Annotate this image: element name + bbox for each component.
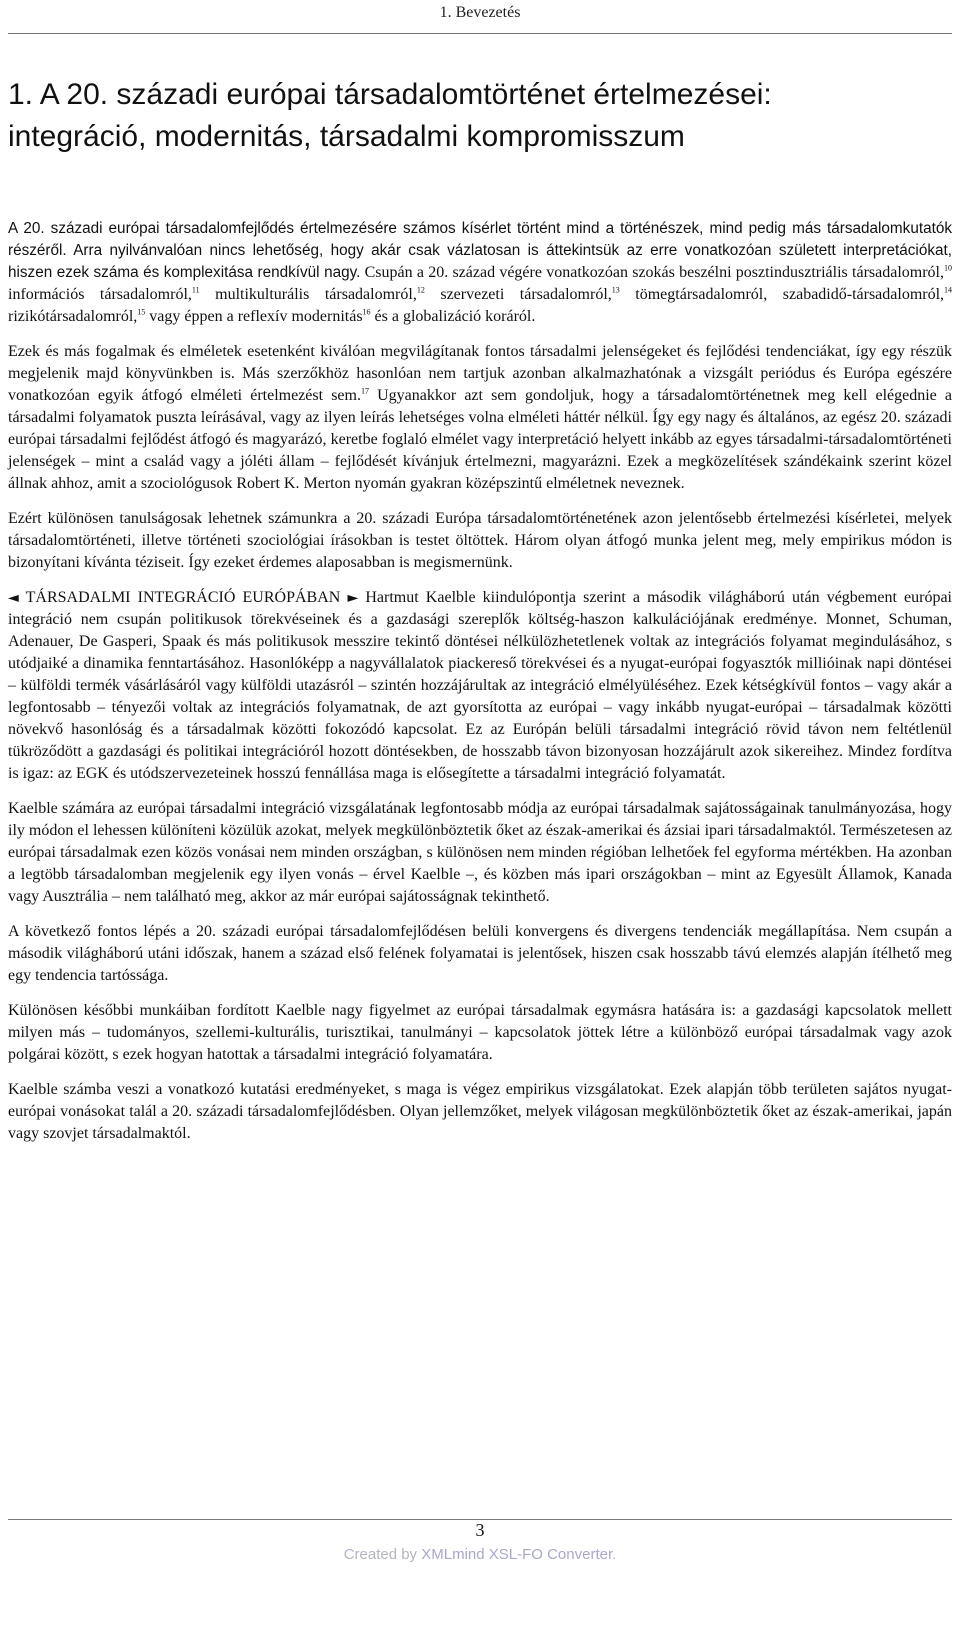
footnote-ref-13[interactable]: 13 — [611, 285, 620, 295]
running-header: 1. Bevezetés — [439, 4, 521, 21]
paragraph-1-text: rizikótársadalomról, — [8, 308, 138, 325]
paragraph-1 — [8, 218, 952, 328]
paragraph-1-text: szervezeti társadalomról, — [424, 286, 612, 303]
footnote-ref-11[interactable]: 11 — [191, 285, 200, 295]
footnote-ref-14[interactable]: 14 — [944, 285, 953, 295]
paragraph-1-text: Csupán a 20. század végére vonatkozóan szokás beszélni posztindusztriális társadalomról, — [360, 264, 944, 281]
footnote-ref-17[interactable]: 17 — [360, 386, 369, 396]
paragraph-1-sans-part: A 20. századi európai társadalomfejlődés értelmezésére számos kísérlet történt mind a történészek, mind pedig más társadalomkutatók részéről. Arra nyilvánvalóan nincs lehetőség, hogy akár csak vázlatosan is áttekintsük az erre vonatkozóan született interpretációkat, hiszen ezek száma és komplexitása rendkívül nagy. — [8, 220, 952, 281]
paragraph-1-text: és a globalizáció koráról. — [370, 308, 536, 325]
previous-section-arrow-icon[interactable]: ◄ — [8, 590, 19, 606]
paragraph-7: Különösen későbbi munkáiban fordított Kaelble nagy figyelmet az európai társadalmak egymásra hatására is: a gazdasági kapcsolatok mellett milyen más – tudományos, szellemi-kulturális, turisztikai, tanulmányi – kapcsolatok jöttek létre a különböző európai társadalmak vagy azok polgárai között, s ezek hogyan hatottak a társadalmi integráció folyamatára. — [8, 1002, 952, 1063]
converter-credit — [0, 1546, 960, 1563]
page-number: 3 — [475, 1520, 485, 1540]
credit-prefix: Created by — [343, 1546, 422, 1563]
paragraph-1-text: multikulturális társadalomról, — [199, 286, 417, 303]
footnote-ref-10[interactable]: 10 — [944, 263, 952, 273]
body-text — [8, 218, 952, 1158]
paragraph-2-text: Ugyanakkor azt sem gondoljuk, hogy a társadalomtörténetnek meg kell elégednie a társadalmi folyamatok puszta leírásával, vagy az ilyen leírás lehetséges volna elméleti háttér nélkül. Így egy nagy és általános, az egész 20. századi európai társadalmi fejlődést átfogó és magyarázó, keretbe foglaló elmélet vagy interpretáció helyett inkább az egyes társadalmi-társadalomtörténeti jelenségek – mint a család vagy a jóléti állam – fejlődését kívánjuk értelmezni, magyarázni. Ezek a megközelítések szándékaink szerint közel állnak ahhoz, amit a szociológusok Robert K. Merton nyomán gyakran középszintű elméletnek neveznek. — [8, 387, 952, 492]
chapter-title: 1. A 20. századi európai társadalomtörténet értelmezései: integráció, modernitás, társadalmi kompromisszum — [8, 78, 772, 153]
converter-link[interactable]: XMLmind XSL-FO Converter — [421, 1546, 613, 1563]
paragraph-4 — [8, 587, 952, 785]
paragraph-1-text: tömegtársadalomról, szabadidő-társadalomról, — [619, 286, 945, 303]
footnote-ref-12[interactable]: 12 — [416, 285, 425, 295]
paragraph-1-text: vagy éppen a reflexív modernitás — [145, 308, 363, 325]
paragraph-3: Ezért különösen tanulságosak lehetnek számunkra a 20. századi Európa társadalomtörténetének azon jelentősebb értelmezési kísérletei, melyek társadalomtörténeti, illetve történeti szociológiai írásokban is testet öltöttek. Három olyan átfogó munka jelent meg, mely empirikus módon is bizonyítani kívánta téziseit. Így ezeket érdemes alaposabban is megismernünk. — [8, 510, 952, 571]
paragraph-2 — [8, 341, 952, 495]
credit-suffix: . — [612, 1546, 617, 1563]
paragraph-5: Kaelble számára az európai társadalmi integráció vizsgálatának legfontosabb módja az európai társadalmak sajátosságainak tanulmányozása, hogy ily módon el lehessen különíteni közülük azokat, melyek megkülönböztetik őket az észak-amerikai és ázsiai ipari társadalmaktól. Természetesen az európai társadalmak ezen közös vonásai nem minden országban, s különösen nem minden régióban lelhetőek fel egyforma mértékben. Ha azonban a legtöbb társadalomban megjelenik egy ilyen vonás – érvel Kaelble –, és közben más ipari országokban – mint az Egyesült Államok, Kanada vagy Ausztrália – nem található meg, akkor az már európai sajátosságnak tekinthető. — [8, 800, 952, 905]
paragraph-2-text: Ezek és más fogalmak és elméletek esetenként kiválóan megvilágítanak fontos társadalmi jelenségeket és fejlődési tendenciákat, így egy részük megjelenik majd könyvünkben is. Más szerzőkhöz hasonlóan nem tartjuk azonban alkalmazhatónak a vizsgált periódus és Európa egészére vonatkozóan egyik átfogó elméleti értelmezést sem. — [8, 343, 952, 404]
paragraph-8: Kaelble számba veszi a vonatkozó kutatási eredményeket, s maga is végez empirikus vizsgálatokat. Ezek alapján több területen sajátos nyugat-európai vonásokat talál a 20. századi társadalomfejlődésben. Olyan jellemzőket, melyek világosan megkülönböztetik őket az észak-amerikai, japán vagy szovjet társadalmaktól. — [8, 1081, 952, 1142]
next-section-arrow-icon[interactable]: ► — [347, 590, 359, 606]
header-divider — [8, 33, 952, 34]
section-heading-tarsadalmi-integracio: TÁRSADALMI INTEGRÁCIÓ EURÓPÁBAN — [18, 589, 348, 606]
footnote-ref-16[interactable]: 16 — [362, 307, 371, 317]
footnote-ref-15[interactable]: 15 — [137, 307, 146, 317]
paragraph-6: A következő fontos lépés a 20. századi európai társadalomfejlődésen belüli konvergens és divergens tendenciák megállapítása. Nem csupán a második világháború utáni időszak, hanem a század első felének folyamatai is jelentősek, hiszen csak hosszabb távú elemzés alapján ítélhető meg egy tendencia tartóssága. — [8, 923, 952, 984]
paragraph-1-text: információs társadalomról, — [8, 286, 192, 303]
paragraph-4-text: Hartmut Kaelble kiindulópontja szerint a második világháború után végbement európai integráció nem csupán politikusok törekvéseinek és a gazdasági szereplők költség-haszon kalkulációjának eredménye. Monnet, Schuman, Adenauer, De Gasperi, Spaak és más politikusok messzire tekintő döntései nélkülözhetetlenek voltak az integrációs folyamat megindulásához, s utódjaiké a dinamika fenntartásához. Hasonlóképp a nagyvállalatok piackereső törekvései és a nyugat-európai fogyasztók millióinak napi döntései – külföldi termék vásárlásáról vagy külföldi utazásról – szintén hozzájárultak az integráció elmélyüléséhez. Ezek kétségkívül fontos – vagy akár a legfontosabb – tényezői voltak az integrációs folyamatnak, de azt gyorsította az európai – vagy inkább nyugat-európai – társadalmak közötti növekvő hasonlóság és a társadalmak közötti fokozódó kapcsolat. Ez az Európán belüli társadalmi integráció rövid távon nem feltétlenül tükröződött a gazdasági és politikai integrációról hozott döntésekben, de hosszabb távon bizonyosan hozzájárult azok sikereihez. Mindez fordítva is igaz: az EGK és utódszervezeteinek hosszú fennállása maga is elősegítette a társadalmi integráció folyamatát. — [8, 589, 953, 782]
